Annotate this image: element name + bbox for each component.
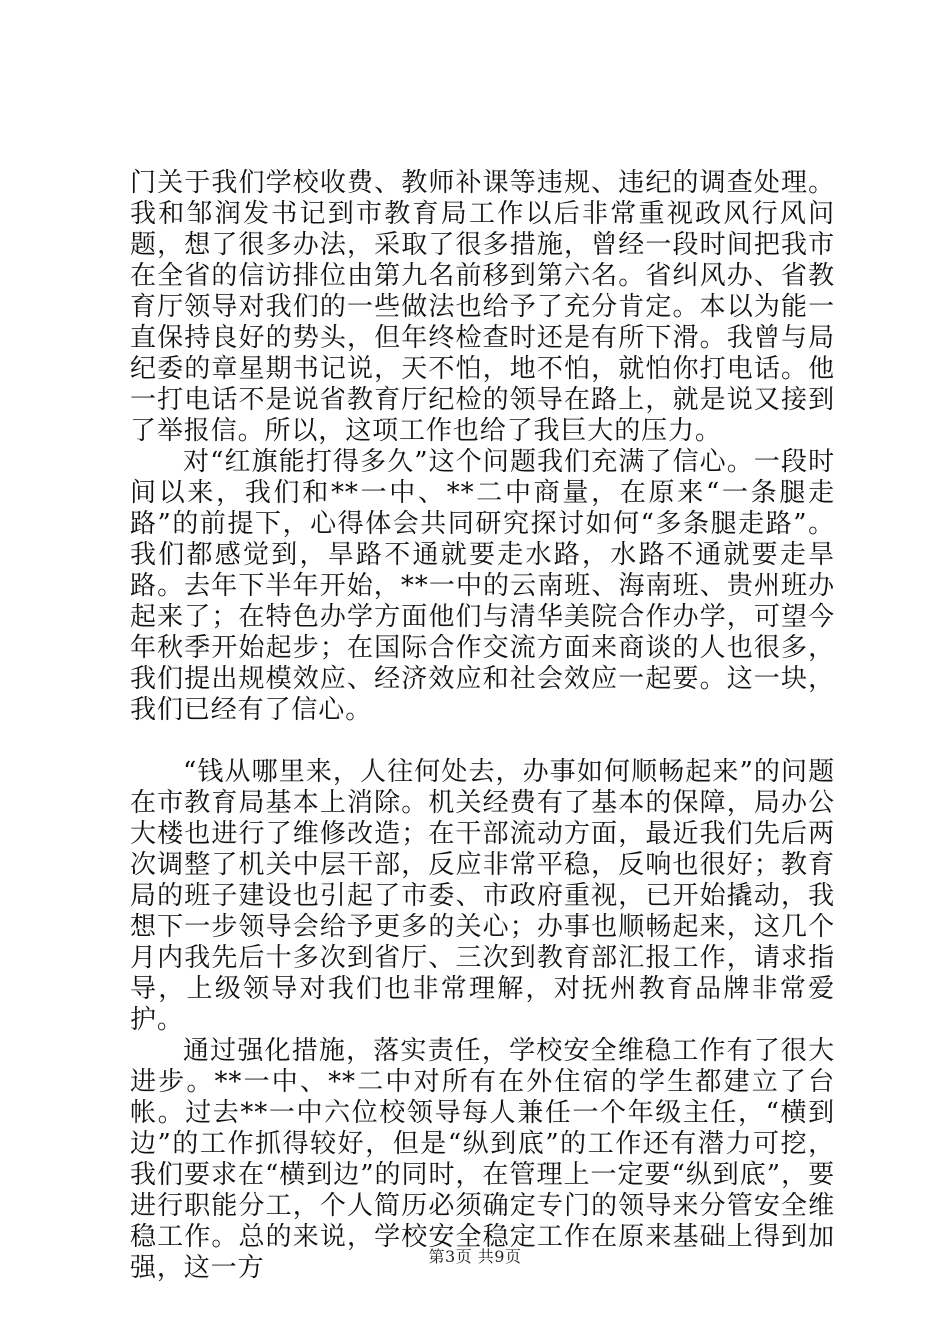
page-footer: 第3页 共9页 [428,1247,522,1266]
paragraph-3: “钱从哪里来，人往何处去，办事如何顺畅起来”的问题在市教育局基本上消除。机关经费有了基本的保障，局办公大楼也进行了维修改造；在干部流动方面，最近我们先后两次调整了机关中层干部，反应非常平稳，反响也很好；教育局的班子建设也引起了市委、市政府重视，已开始撬动，我想下一步领导会给予更多的关心；办事也顺畅起来，这几个月内我先后十多次到省厅、三次到教育部汇报工作，请求指导，上级领导对我们也非常理解，对抚州教育品牌非常爱护。 [130,757,835,1035]
paragraph-4: 通过强化措施，落实责任，学校安全维稳工作有了很大进步。**一中、**二中对所有在外住宿的学生都建立了台帐。过去**一中六位校领导每人兼任一个年级主任，“横到边”的工作抓得较好，但是“纵到底”的工作还有潜力可挖，我们要求在“横到边”的同时，在管理上一定要“纵到底”，要进行职能分工，个人简历必须确定专门的领导来分管安全维稳工作。总的来说，学校安全稳定工作在原来基础上得到加强，这一方 [130,1036,835,1283]
paragraph-2: 对“红旗能打得多久”这个问题我们充满了信心。一段时间以来，我们和**一中、**二中商量，在原来“一条腿走路”的前提下，心得体会共同研究探讨如何“多条腿走路”。我们都感觉到，旱路不通就要走水路，水路不通就要走旱路。去年下半年开始，**一中的云南班、海南班、贵州班办起来了；在特色办学方面他们与清华美院合作办学，可望今年秋季开始起步；在国际合作交流方面来商谈的人也很多，我们提出规模效应、经济效应和社会效应一起要。这一块，我们已经有了信心。 [130,447,835,725]
document-body [130,168,835,1284]
paragraph-spacer [130,726,835,757]
paragraph-1: 门关于我们学校收费、教师补课等违规、违纪的调查处理。我和邹润发书记到市教育局工作以后非常重视政风行风问题，想了很多办法，采取了很多措施，曾经一段时间把我市在全省的信访排位由第九名前移到第六名。省纠风办、省教育厅领导对我们的一些做法也给予了充分肯定。本以为能一直保持良好的势头，但年终检查时还是有所下滑。我曾与局纪委的章星期书记说，天不怕，地不怕，就怕你打电话。他一打电话不是说省教育厅纪检的领导在路上，就是说又接到了举报信。所以，这项工作也给了我巨大的压力。 [130,168,835,446]
